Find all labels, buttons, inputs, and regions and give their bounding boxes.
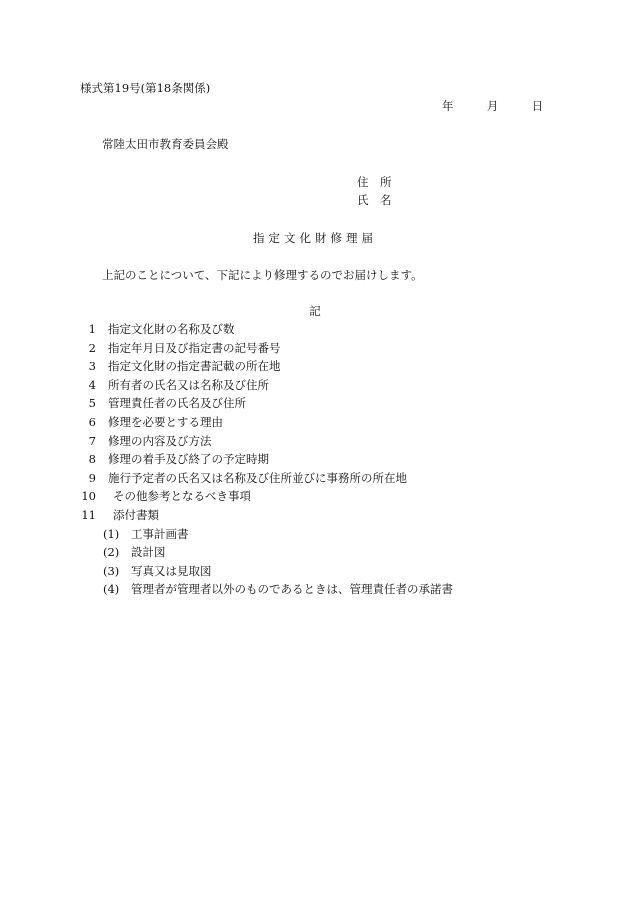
attachment-number: (3) [103,563,120,578]
item-label: 修理を必要とする理由 [108,415,223,429]
date-month: 月 [486,99,499,113]
item-number: 10 [81,489,96,504]
item-number: 5 [88,396,96,411]
item-label: 指定文化財の名称及び数 [108,322,235,336]
date-day: 日 [531,99,544,113]
date-line [442,101,543,113]
item-label: 修理の内容及び方法 [108,433,212,448]
item-label: その他参考となるべき事項 [113,489,251,504]
item-number: 6 [88,415,96,429]
attachment-label: 設計図 [131,545,166,560]
document-title: 指定文化財修理届 [253,231,377,245]
address-label: 住 所 [357,175,392,189]
date-year: 年 [442,99,454,113]
item-label: 所有者の氏名又は名称及び住所 [108,377,269,392]
attachment-number: (4) [103,582,120,597]
item-number: 1 [88,322,96,336]
item-label: 添付書類 [113,508,159,522]
item-number: 2 [88,340,96,355]
item-number: 4 [88,377,96,392]
item-label: 施行予定者の氏名又は名称及び住所並びに事務所の所在地 [108,470,407,485]
form-number: 様式第19号(第18条関係) [80,81,211,95]
name-label: 氏 名 [357,193,392,207]
attachment-label: 写真又は見取図 [131,563,212,578]
item-number: 9 [88,470,96,485]
body-text: 上記のことについて、下記により修理するのでお届けします。 [102,268,423,282]
addressee: 常陸太田市教育委員会殿 [102,137,229,151]
item-number: 3 [88,359,96,374]
ki-heading: 記 [309,304,321,318]
item-label: 管理責任者の氏名及び住所 [108,396,246,411]
item-label: 指定文化財の指定書記載の所在地 [108,359,281,374]
item-number: 7 [88,433,96,448]
item-number: 8 [88,452,96,467]
attachment-number: (2) [103,545,120,560]
attachment-label: 工事計画書 [131,526,189,541]
attachment-label: 管理者が管理者以外のものであるときは、管理責任者の承諾書 [131,582,453,597]
item-label: 指定年月日及び指定書の記号番号 [108,340,281,355]
attachment-number: (1) [103,526,120,541]
item-number: 11 [81,508,96,522]
item-label: 修理の着手及び終了の予定時期 [108,452,269,467]
